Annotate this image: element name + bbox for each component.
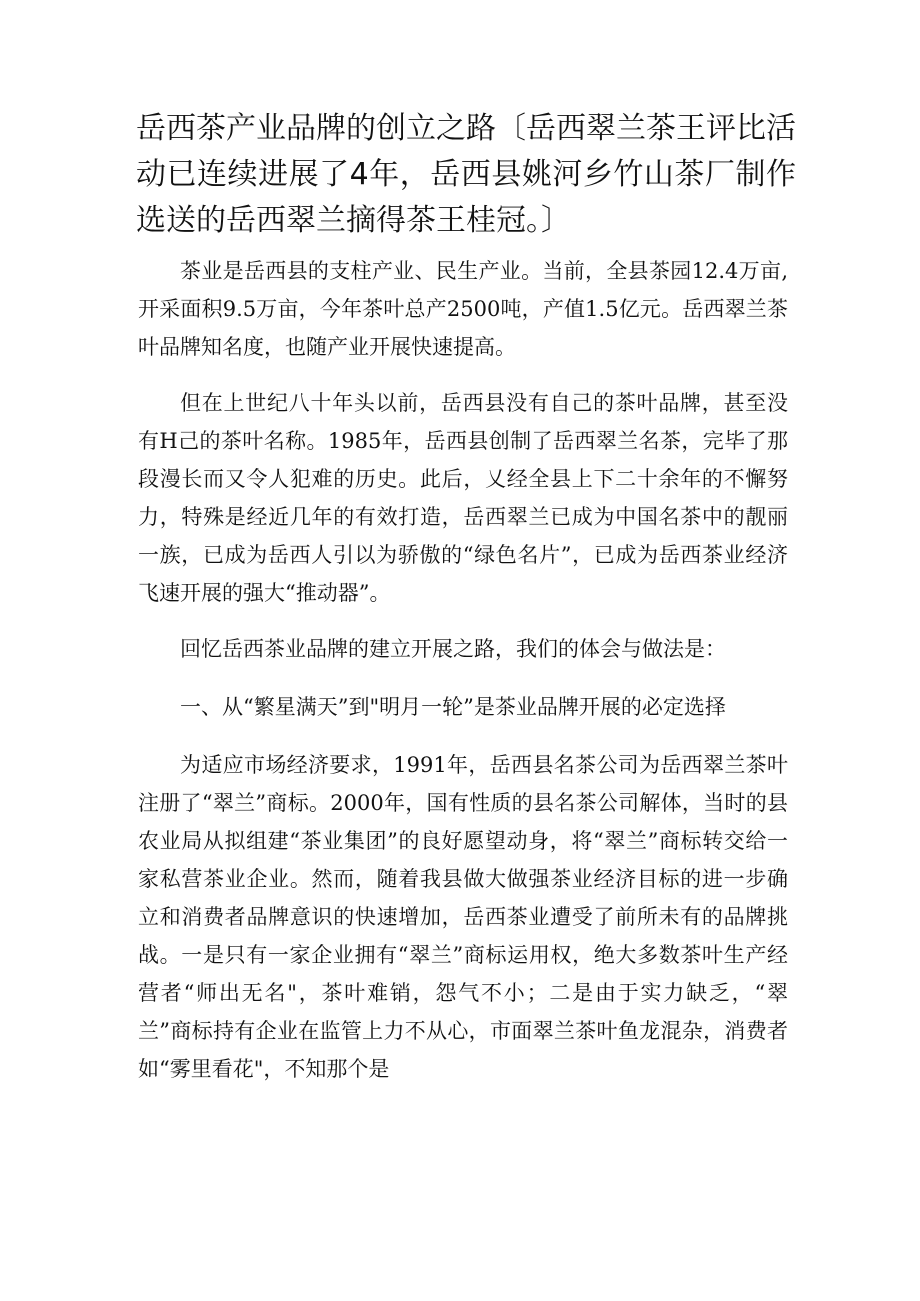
document-title: 岳西茶产业品牌的创立之路〔岳西翠兰茶王评比活动已连续进展了4年，岳西县姚河乡竹山茶厂制作选送的岳西翠兰摘得茶王桂冠。〕 xyxy=(136,111,796,238)
section-heading-one: 一、从“繁星满天”到"明月一轮”是茶业品牌开展的必定选择 xyxy=(180,695,726,719)
paragraph-review-intro: 回忆岳西茶业品牌的建立开展之路，我们的体会与做法是： xyxy=(180,637,726,661)
paragraph-brand-history: 但在上世纪八十年头以前，岳西县没有自己的茶叶品牌，甚至没有H己的茶叶名称。1985年，岳西县创制了岳西翠兰名茶，完毕了那段漫长而又令人犯难的历史。此后，乂经全县上下二十余年的不懈努力，特殊是经近几年的有效打造，岳西翠兰已成为中国名茶中的靓丽一族，已成为岳西人引以为骄傲的“绿色名片”，已成为岳西茶业经济飞速开展的强大“推动器”。 xyxy=(138,391,788,605)
paragraph-industry-overview: 茶业是岳西县的支柱产业、民生产业。当前，全县茶园12.4万亩,开采面积9.5万亩，今年茶叶总产2500吨，产值1.5亿元。岳西翠兰茶叶品牌知名度，也随产业开展快速提高。 xyxy=(138,259,788,359)
paragraph-trademark-history: 为适应市场经济要求，1991年，岳西县名茶公司为岳西翠兰茶叶注册了“翠兰”商标。2000年，国有性质的县名茶公司解体，当时的县农业局从拟组建“茶业集团”的良好愿望动身，将“翠兰”商标转交给一家私营茶业企业。然而，随着我县做大做强茶业经济目标的进一步确立和消费者品牌意识的快速增加，岳西茶业遭受了前所未有的品牌挑战。一是只有一家企业拥有“翠兰”商标运用权，绝大多数茶叶生产经营者“师出无名"，茶叶难销，怨气不小；二是由于实力缺乏，“翠兰”商标持有企业在监管上力不从心，市面翠兰茶叶鱼龙混杂，消费者如“雾里看花"，不知那个是 xyxy=(138,753,788,1081)
document-body xyxy=(138,252,788,1106)
